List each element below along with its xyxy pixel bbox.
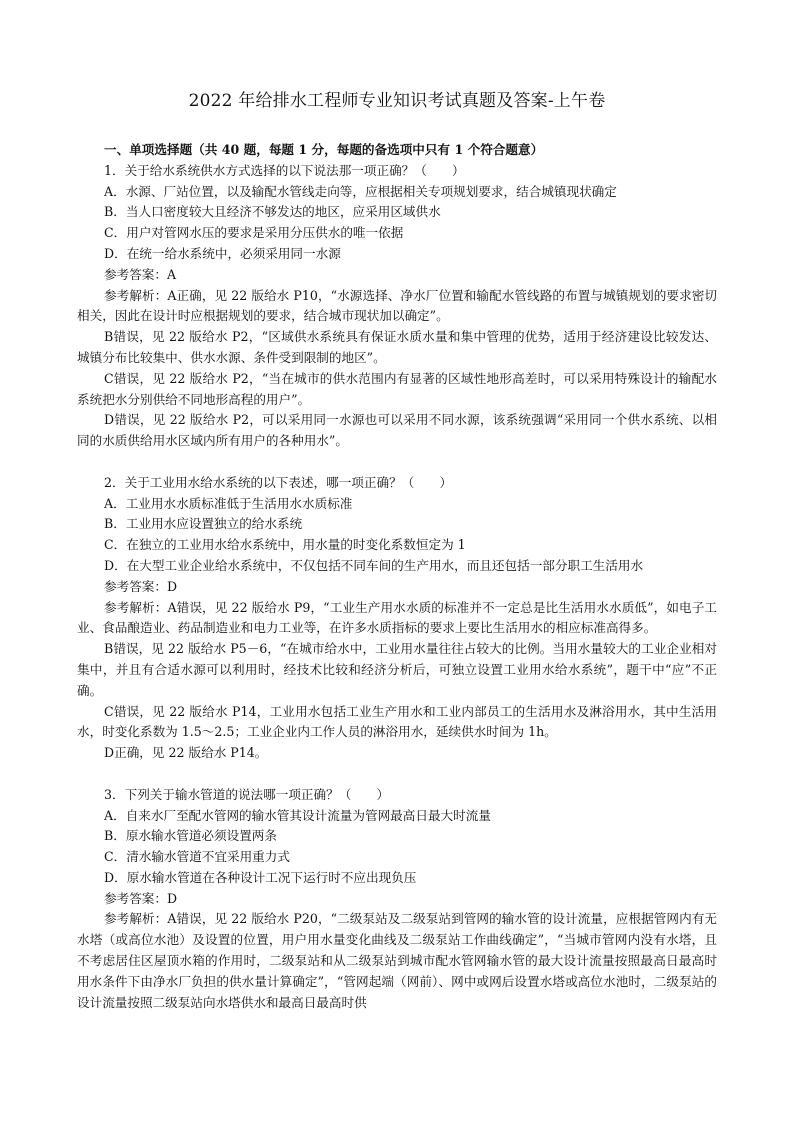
option-b: B．原水输水管道必须设置两条	[104, 828, 277, 844]
option-b: B．工业用水应设置独立的给水系统	[104, 516, 303, 532]
option-a: A．自来水厂至配水管网的输水管其设计流量为管网最高日最大时流量	[104, 807, 491, 823]
explanation-paragraph: D错误，见 22 版给水 P2，可以采用同一水源也可以采用不同水源，该系统强调“采用同一个供水系统、以相同的水质供给用水区域内所有用户的各种用水”。	[77, 412, 717, 449]
explanation-paragraph: C错误，见 22 版给水 P2，“当在城市的供水范围内有显著的区域性地形高差时，可以采用特殊设计的输配水系统把水分别供给不同地形高程的用户”。	[77, 370, 717, 407]
explanation-paragraph: 参考解析：A错误，见 22 版给水 P20，“二级泵站及二级泵站到管网的输水管的设计流量，应根据管网内有无水塔（或高位水池）及设置的位置，用户用水量变化曲线及二级泵站工作曲线确定”，“当城市管网内没有水塔，且不考虑居住区屋顶水箱的作用时，二级泵站和从二级泵站到城市配水管网输水管的最大设计流量按照最高日最高时用水条件下由净水厂负担的供水量计算确定”，“管网起端（网前）、网中或网后设置水塔或高位水池时，二级泵站的设计流量按照二级泵站向水塔供水和最高日最高时供	[77, 911, 717, 1010]
explanation-paragraph: D正确，见 22 版给水 P14。	[104, 745, 268, 761]
reference-answer: 参考答案：A	[104, 266, 177, 282]
option-a: A．水源、厂站位置，以及输配水管线走向等，应根据相关专项规划要求，结合城镇现状确定	[104, 183, 617, 199]
option-d: D．原水输水管道在各种设计工况下运行时不应出现负压	[104, 869, 417, 885]
option-d: D．在统一给水系统中，必须采用同一水源	[104, 245, 341, 261]
document-body	[77, 140, 717, 1013]
question-1	[77, 161, 717, 452]
question-stem: 2．关于工业用水给水系统的以下表述，哪一项正确？（ ）	[104, 474, 453, 490]
reference-answer: 参考答案：D	[104, 890, 178, 906]
explanation-paragraph: B错误，见 22 版给水 P5－6，“在城市给水中，工业用水量往往占较大的比例。当用水量较大的工业企业相对集中，并且有合适水源可以利用时，经技术比较和经济分析后，可独立设置工业用水给水系统”，题干中“应”不正确。	[77, 641, 717, 698]
blank-line	[77, 764, 717, 785]
explanation-paragraph: C错误，见 22 版给水 P14，工业用水包括工业生产用水和工业内部员工的生活用水及淋浴用水，其中生活用水，时变化系数为 1.5～2.5；工业企业内工作人员的淋浴用水，延续供水时间为 1h。	[77, 703, 717, 740]
option-c: C．在独立的工业用水给水系统中，用水量的时变化系数恒定为 1	[104, 537, 466, 553]
explanation-paragraph: 参考解析：A正确，见 22 版给水 P10，“水源选择、净水厂位置和输配水管线路的布置与城镇规划的要求密切相关，因此在设计时应根据规划的要求，结合城市现状加以确定”。	[77, 287, 717, 324]
reference-answer: 参考答案：D	[104, 578, 178, 594]
explanation-paragraph: B错误，见 22 版给水 P2，“区域供水系统具有保证水质水量和集中管理的优势，适用于经济建设比较发达、城镇分布比较集中、供水水源、条件受到限制的地区”。	[77, 329, 717, 365]
question-stem: 1．关于给水系统供水方式选择的以下说法那一项正确？（ ）	[104, 162, 465, 178]
option-a: A．工业用水水质标准低于生活用水水质标准	[104, 495, 353, 511]
option-d: D．在大型工业企业给水系统中，不仅包括不同车间的生产用水，而且还包括一部分职工生活用水	[104, 557, 644, 573]
explanation-paragraph: 参考解析：A错误，见 22 版给水 P9，“工业生产用水水质的标准并不一定总是比生活用水水质低”，如电子工业、食品酿造业、药品制造业和电力工业等，在许多水质指标的要求上要比生活用水的相应标准高得多。	[77, 599, 717, 636]
blank-line	[77, 452, 717, 473]
option-c: C．用户对管网水压的要求是采用分压供水的唯一依据	[104, 225, 404, 241]
question-3	[77, 785, 717, 1014]
question-2	[77, 473, 717, 764]
page-title: 2022 年给排水工程师专业知识考试真题及答案-上午卷	[188, 91, 606, 111]
option-c: C．清水输水管道不宜采用重力式	[104, 849, 290, 865]
option-b: B．当人口密度较大且经济不够发达的地区，应采用区域供水	[104, 204, 441, 220]
question-stem: 3．下列关于输水管道的说法哪一项正确？（ ）	[104, 786, 390, 802]
section-heading: 一、单项选择题（共 40 题，每题 1 分，每题的备选项中只有 1 个符合题意）	[104, 142, 544, 157]
